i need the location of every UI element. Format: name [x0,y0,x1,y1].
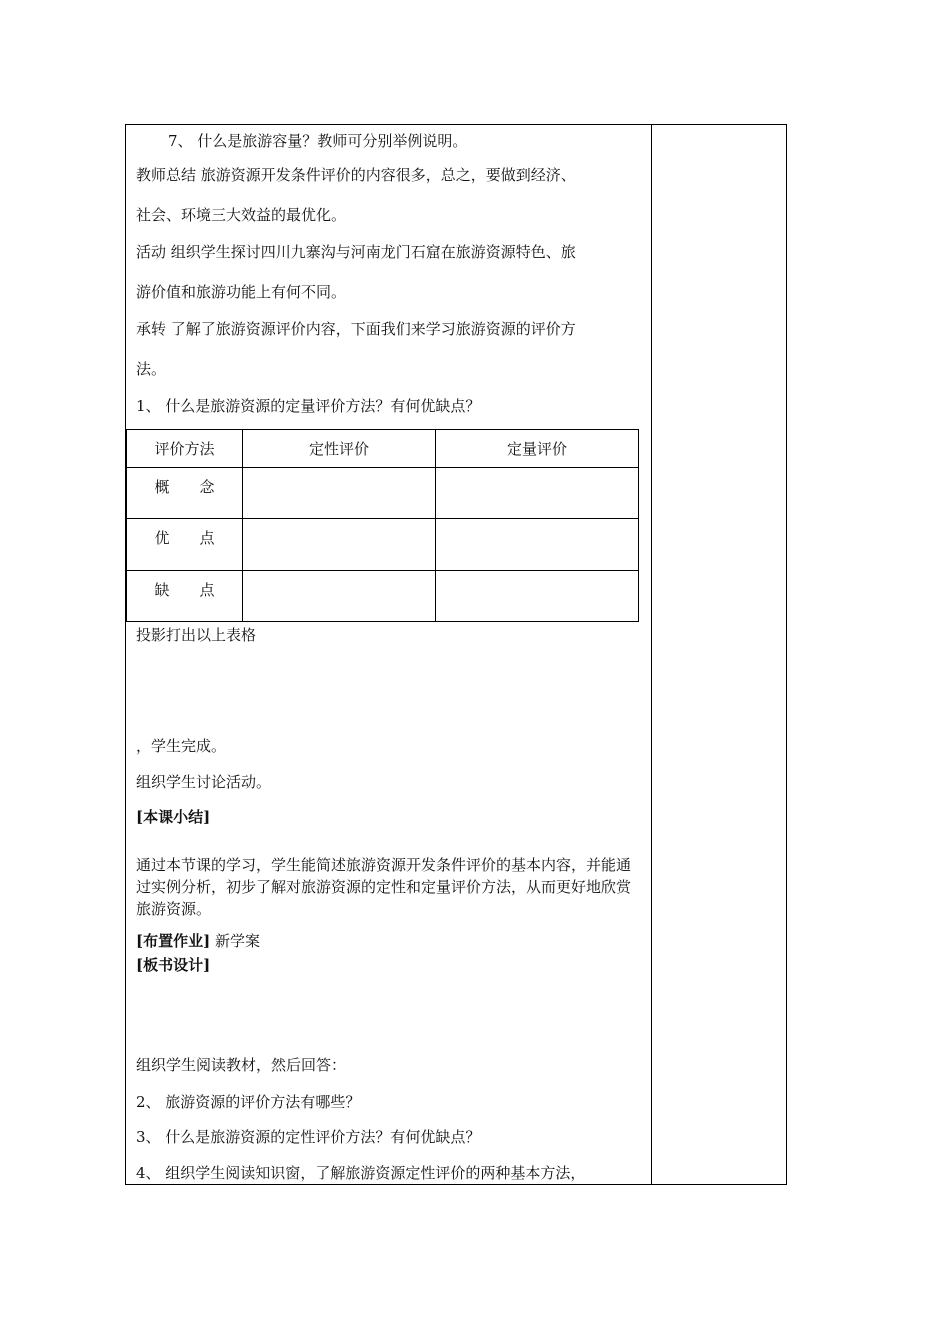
question-2: 2、 旅游资源的评价方法有哪些？ [136,1093,361,1111]
table-cell [243,519,436,570]
table-cell [436,468,639,519]
row-label-concept: 概 念 [127,468,243,519]
evaluation-method-table [126,429,639,622]
transition-line-1: 承转 了解了旅游资源评价内容，下面我们来学习旅游资源的评价方 [136,320,576,338]
homework-heading: [布置作业] [136,932,211,950]
row-label-disadvantage: 缺 点 [127,570,243,621]
table-cell [243,468,436,519]
lesson-plan-frame [125,124,787,1185]
table-cell [436,570,639,621]
projection-note: 投影打出以上表格 [136,626,257,644]
column-divider [651,125,652,1184]
table-header-method: 评价方法 [127,430,243,468]
table-row [127,570,639,621]
question-4: 4、 组织学生阅读知识窗，了解旅游资源定性评价的两种基本方法， [136,1164,586,1182]
discussion-activity: 组织学生讨论活动。 [136,773,272,791]
summary-text: 通过本节课的学习，学生能简述旅游资源开发条件评价的基本内容，并能通过实例分析，初步了解对旅游资源的定性和定量评价方法，从而更好地欣赏旅游资源。 [136,856,632,918]
table-header-row [127,430,639,468]
homework-line [136,932,260,950]
table-header-quantitative: 定量评价 [436,430,639,468]
reading-instruction: 组织学生阅读教材，然后回答： [136,1056,347,1074]
summary-heading: [本课小结] [136,808,211,826]
question-3: 3、 什么是旅游资源的定性评价方法？有何优缺点？ [136,1128,481,1146]
teacher-summary-line-2: 社会、环境三大效益的最优化。 [136,206,347,224]
board-design-heading: [板书设计] [136,956,211,974]
homework-text: 新学案 [210,932,260,950]
activity-line-1: 活动 组织学生探讨四川九寨沟与河南龙门石窟在旅游资源特色、旅 [136,243,576,261]
table-header-qualitative: 定性评价 [243,430,436,468]
teacher-summary-line-1: 教师总结 旅游资源开发条件评价的内容很多，总之，要做到经济、 [136,166,576,184]
table-cell [436,519,639,570]
transition-line-2: 法。 [136,360,167,378]
question-7: 7、 什么是旅游容量？教师可分别举例说明。 [168,132,468,150]
table-row [127,519,639,570]
row-label-advantage: 优 点 [127,519,243,570]
question-1: 1、 什么是旅游资源的定量评价方法？有何优缺点？ [136,397,481,415]
activity-line-2: 游价值和旅游功能上有何不同。 [136,283,347,301]
table-row [127,468,639,519]
students-complete: ，学生完成。 [136,737,227,755]
table-cell [243,570,436,621]
